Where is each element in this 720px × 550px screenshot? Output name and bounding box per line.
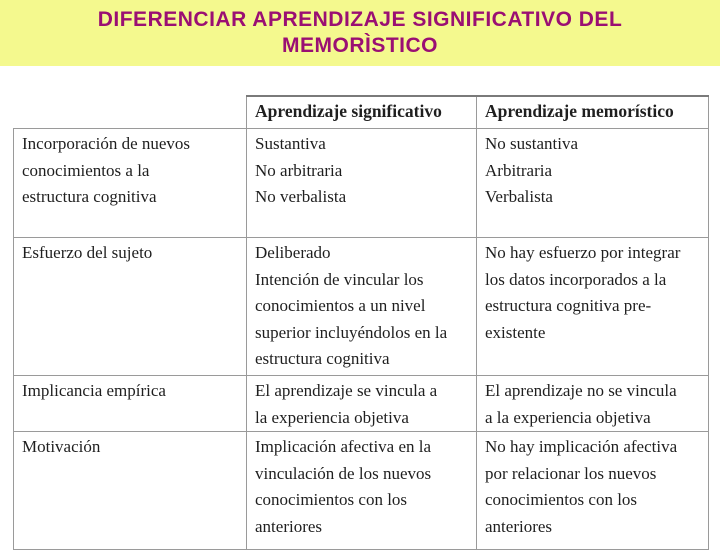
table-row <box>14 129 709 238</box>
cell-text-line: por relacionar los nuevos <box>485 463 657 483</box>
cell-text-line: No verbalista <box>255 187 347 206</box>
cell-text-line: No sustantiva <box>485 134 579 153</box>
cell-text-line: Incorporación de nuevos <box>22 134 191 153</box>
cell-text-line: Esfuerzo del sujeto <box>22 243 153 262</box>
criterion-cell <box>14 238 247 376</box>
memoristico-cell <box>477 432 709 550</box>
cell-text-line: la experiencia objetiva <box>255 407 409 427</box>
table-body <box>14 129 709 550</box>
cell-text-line: Motivación <box>22 437 101 456</box>
cell-text-line: estructura cognitiva <box>22 187 157 206</box>
significativo-cell <box>247 376 477 432</box>
page-title-line-1: DIFERENCIAR APRENDIZAJE SIGNIFICATIVO DEL <box>97 8 623 31</box>
cell-text-line: Implicación afectiva en la <box>255 437 432 456</box>
cell-text-line: No hay esfuerzo por integrar <box>485 243 681 262</box>
significativo-cell <box>247 129 477 238</box>
table-header-row <box>14 96 709 129</box>
cell-text-line: conocimientos con los <box>255 490 408 509</box>
criterion-cell <box>14 129 247 238</box>
cell-text-line: conocimientos a un nivel <box>255 296 426 315</box>
cell-text-line: El aprendizaje no se vincula <box>485 381 677 400</box>
cell-text-line: los datos incorporados a la <box>485 269 667 289</box>
cell-text-line: Sustantiva <box>255 134 326 153</box>
cell-text-line: Implicancia empírica <box>22 381 166 400</box>
memoristico-cell <box>477 129 709 238</box>
cell-text-line: estructura cognitiva pre- <box>485 296 652 315</box>
header-memoristico: Aprendizaje memorístico <box>477 96 709 129</box>
cell-text-line: No hay implicación afectiva <box>485 437 678 456</box>
cell-text-line: anteriores <box>255 516 323 536</box>
table-row <box>14 238 709 376</box>
cell-text-line: a la experiencia objetiva <box>485 407 651 427</box>
significativo-cell <box>247 432 477 550</box>
table-row <box>14 432 709 550</box>
memoristico-cell <box>477 238 709 376</box>
cell-text-line: No arbitraria <box>255 160 343 180</box>
cell-text-line: existente <box>485 322 546 342</box>
cell-text-line: Verbalista <box>485 187 553 206</box>
cell-text-line: vinculación de los nuevos <box>255 463 432 483</box>
header-significativo: Aprendizaje significativo <box>247 96 477 129</box>
table-row <box>14 376 709 432</box>
page-title-line-2: MEMORÌSTICO <box>282 34 438 57</box>
criterion-cell <box>14 376 247 432</box>
comparison-table <box>13 95 709 550</box>
cell-text-line: El aprendizaje se vincula a <box>255 381 438 400</box>
cell-text-line: superior incluyéndolos en la <box>255 322 448 342</box>
cell-text-line: estructura cognitiva <box>255 349 390 368</box>
cell-text-line: conocimientos con los <box>485 490 638 509</box>
cell-text-line: Deliberado <box>255 243 331 262</box>
cell-text-line: Intención de vincular los <box>255 269 424 289</box>
criterion-cell <box>14 432 247 550</box>
header-empty-cell <box>14 96 247 129</box>
memoristico-cell <box>477 376 709 432</box>
cell-text-line: conocimientos a la <box>22 160 150 180</box>
comparison-table-container <box>13 95 708 536</box>
cell-text-line: Arbitraria <box>485 160 553 180</box>
cell-text-line: anteriores <box>485 516 553 536</box>
significativo-cell <box>247 238 477 376</box>
title-banner <box>0 0 720 66</box>
